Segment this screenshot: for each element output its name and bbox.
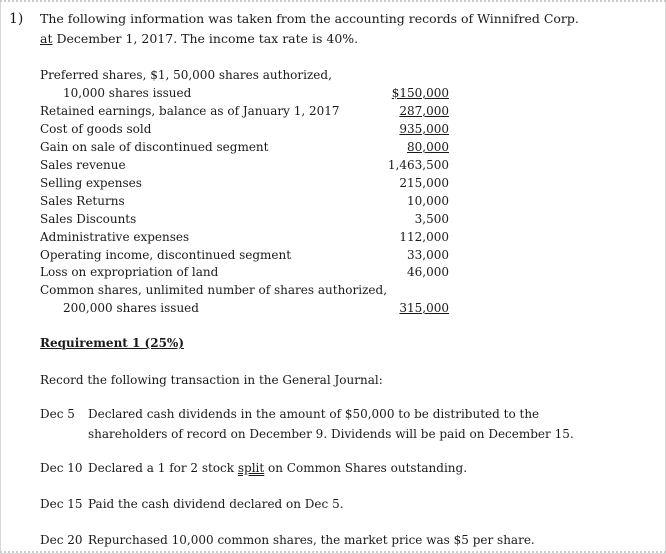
account-amount-sales-discounts: 3,500: [414, 212, 449, 226]
account-label-common-shares: Common shares, unlimited number of shares authorized,: [40, 283, 388, 297]
requirement-title: Requirement 1 (25%): [40, 336, 184, 350]
transaction-text-dec5-line2: shareholders of record on December 9. Dividends will be paid on December 15.: [88, 427, 574, 441]
transaction-text-dec10-after: on Common Shares outstanding.: [264, 461, 468, 475]
account-label-retained-earnings: Retained earnings, balance as of January 1, 2017: [40, 104, 340, 118]
account-label-sales-revenue: Sales revenue: [40, 158, 126, 172]
transaction-text-dec20: Repurchased 10,000 common shares, the market price was $5 per share.: [88, 533, 535, 547]
account-amount-preferred-shares: $150,000: [391, 86, 449, 100]
question-text-line2: [40, 31, 358, 46]
transaction-date-dec20: Dec 20: [40, 533, 83, 547]
account-label-preferred-shares: Preferred shares, $1, 50,000 shares authorized,: [40, 68, 332, 82]
question-text-line1: The following information was taken from the accounting records of Winnifred Corp.: [40, 11, 579, 26]
question-at-word: at: [40, 31, 53, 46]
transaction-text-dec10: [88, 461, 467, 475]
transaction-date-dec5: Dec 5: [40, 407, 75, 421]
bottom-dotted-rule: [0, 551, 666, 553]
account-label-sales-discounts: Sales Discounts: [40, 212, 137, 226]
account-amount-administrative-expenses: 112,000: [399, 230, 449, 244]
account-amount-common-shares: 315,000: [399, 301, 449, 315]
transaction-text-dec10-split: split: [237, 461, 265, 475]
top-dotted-rule: [0, 0, 666, 2]
account-amount-loss-expropriation: 46,000: [407, 265, 449, 279]
account-amount-gain-discontinued: 80,000: [407, 140, 449, 154]
account-amount-sales-returns: 10,000: [407, 194, 449, 208]
question-number: 1): [9, 11, 24, 27]
account-label-preferred-issued: 10,000 shares issued: [63, 86, 192, 100]
account-label-operating-income-discontinued: Operating income, discontinued segment: [40, 248, 292, 262]
account-label-selling-expenses: Selling expenses: [40, 176, 142, 190]
account-label-administrative-expenses: Administrative expenses: [40, 230, 190, 244]
account-amount-sales-revenue: 1,463,500: [387, 158, 449, 172]
account-amount-operating-income-discontinued: 33,000: [407, 248, 449, 262]
account-label-common-issued: 200,000 shares issued: [63, 301, 199, 315]
account-amount-cost-of-goods-sold: 935,000: [399, 122, 449, 136]
transaction-date-dec10: Dec 10: [40, 461, 83, 475]
account-label-cost-of-goods-sold: Cost of goods sold: [40, 122, 152, 136]
account-label-sales-returns: Sales Returns: [40, 194, 125, 208]
question-text-line2-rest: December 1, 2017. The income tax rate is 40%.: [52, 31, 359, 46]
transaction-text-dec5-line1: Declared cash dividends in the amount of $50,000 to be distributed to the: [88, 407, 540, 421]
account-amount-selling-expenses: 215,000: [399, 176, 449, 190]
transaction-date-dec15: Dec 15: [40, 497, 83, 511]
account-label-loss-expropriation: Loss on expropriation of land: [40, 265, 219, 279]
requirement-intro: Record the following transaction in the General Journal:: [40, 373, 383, 387]
account-amount-retained-earnings: 287,000: [399, 104, 449, 118]
account-label-gain-discontinued: Gain on sale of discontinued segment: [40, 140, 269, 154]
transaction-text-dec15: Paid the cash dividend declared on Dec 5.: [88, 497, 344, 511]
transaction-text-dec10-before: Declared a 1 for 2 stock: [88, 461, 238, 475]
